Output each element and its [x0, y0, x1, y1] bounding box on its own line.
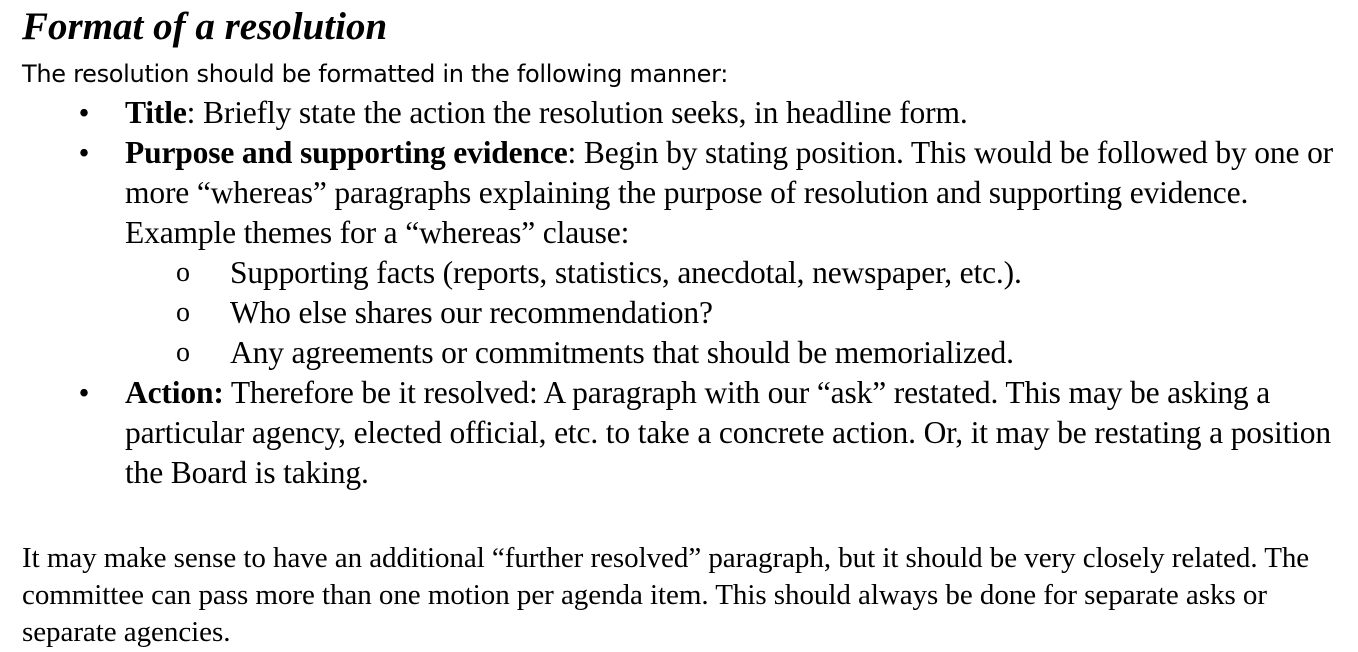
- format-list: [22, 93, 1352, 493]
- sub-item-supporting-facts: [125, 253, 1344, 293]
- document-page: [22, 0, 1352, 648]
- item-text: Therefore be it resolved: A paragraph with our “ask” restated. This may be asking a particular agency, elected official, etc. to take a concrete action. Or, it may be restating a position the Board is taking.: [125, 375, 1332, 490]
- list-item-title: [22, 93, 1352, 133]
- circle-bullet-icon: o: [176, 257, 190, 288]
- sub-item-text: Who else shares our recommendation?: [230, 295, 713, 330]
- sub-item-agreements: [125, 333, 1344, 373]
- whereas-themes-list: [125, 253, 1344, 373]
- item-text: : Begin by stating position. This would be followed by one or more “whereas” paragraphs explaining the purpose of resolution and supporting evidence. Example themes for a “whereas” clause:: [125, 135, 1334, 250]
- intro-paragraph: The resolution should be formatted in the following manner:: [22, 60, 729, 88]
- list-item-purpose: [22, 133, 1352, 373]
- section-heading: Format of a resolution: [22, 5, 388, 48]
- sub-item-text: Any agreements or commitments that should be memorialized.: [230, 335, 1014, 370]
- bullet-icon: •: [78, 135, 90, 170]
- item-text: : Briefly state the action the resolution seeks, in headline form.: [186, 95, 968, 130]
- bullet-icon: •: [78, 375, 90, 410]
- item-term: Title: [125, 95, 187, 130]
- closing-paragraph: It may make sense to have an additional “further resolved” paragraph, but it should be very closely related. The committee can pass more than one motion per agenda item. This should always be done for separate asks or separate agencies.: [22, 542, 1310, 648]
- circle-bullet-icon: o: [176, 297, 190, 328]
- item-term: Purpose and supporting evidence: [125, 135, 568, 170]
- sub-item-who-else: [125, 293, 1344, 333]
- list-item-action: [22, 373, 1352, 493]
- item-term: Action:: [125, 375, 224, 410]
- bullet-icon: •: [78, 95, 90, 130]
- sub-item-text: Supporting facts (reports, statistics, anecdotal, newspaper, etc.).: [230, 255, 1022, 290]
- circle-bullet-icon: o: [176, 337, 190, 368]
